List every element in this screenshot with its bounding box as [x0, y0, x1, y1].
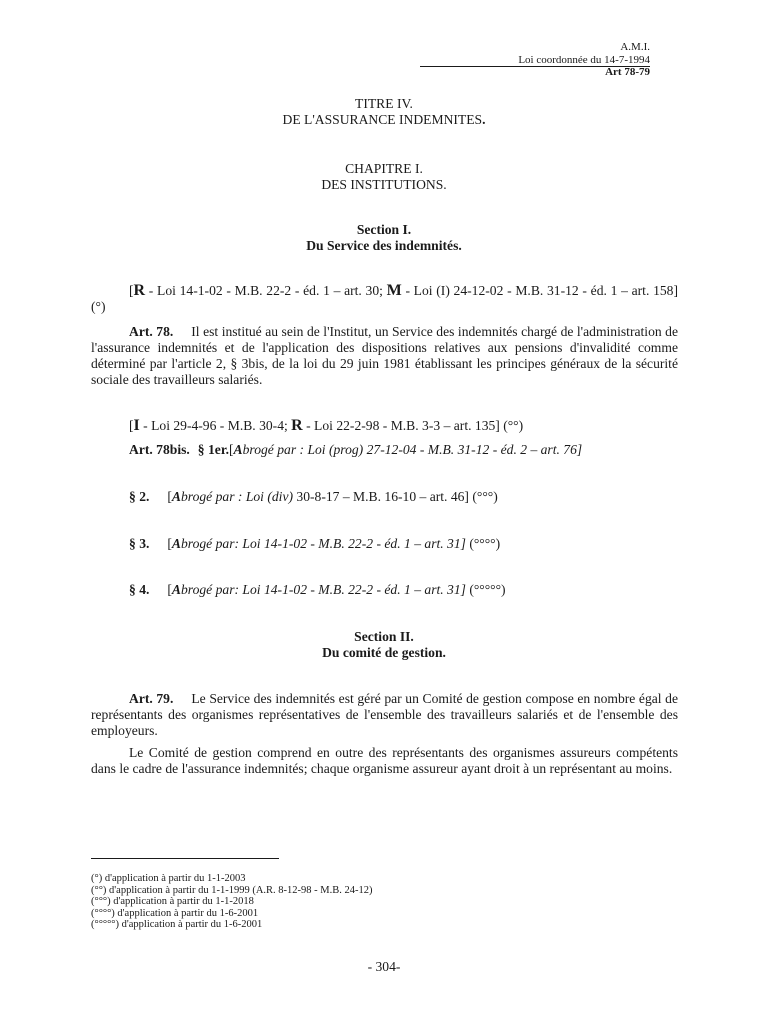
title-block: [0, 96, 768, 128]
footnote-2: (°°) d'application à partir du 1-1-1999 (A.R. 8-12-98 - M.B. 24-12): [91, 884, 373, 896]
footnote-rule: [91, 858, 279, 859]
section-1-name: Du Service des indemnités.: [306, 238, 462, 253]
section-2-heading: [0, 629, 768, 661]
article-78-label: Art. 78.: [129, 324, 174, 339]
header-abbrev: A.M.I.: [620, 41, 650, 53]
article-79-text: Le Service des indemnités est géré par un Comité de gestion compose en nombre égal de représentants des organismes représentatives de l'ensemble des travailleurs salariés et de l'ensemble des employeurs.: [91, 691, 678, 738]
article-78bis-label: Art. 78bis.: [129, 442, 190, 457]
footnote-1: (°) d'application à partir du 1-1-2003: [91, 873, 246, 884]
section-1-heading: [0, 222, 768, 254]
footnotes: [91, 873, 372, 931]
section-2-name: Du comité de gestion.: [322, 645, 446, 660]
section-2-number: Section II.: [354, 629, 414, 644]
article-78: [91, 324, 678, 388]
amendment-ref-1: [R - Loi 14-1-02 - M.B. 22-2 - éd. 1 – art. 30; M - Loi (I) 24-12-02 - M.B. 31-12 - éd. 1 – art. 158] (°): [91, 282, 678, 314]
footnote-4: (°°°°) d'application à partir du 1-6-2001: [91, 907, 259, 919]
page-number: - 304-: [367, 959, 401, 974]
header-law: Loi coordonnée du 14-7-1994: [518, 53, 650, 66]
paragraph-2: § 2. [Abrogé par : Loi (div) 30-8-17 – M.B. 16-10 – art. 46] (°°°): [129, 489, 498, 504]
footnote-3: (°°°) d'application à partir du 1-1-2018: [91, 896, 254, 907]
title-name: DE L'ASSURANCE INDEMNITES.: [282, 112, 486, 127]
section-1-number: Section I.: [356, 222, 412, 237]
paragraph-4: § 4. [Abrogé par: Loi 14-1-02 - M.B. 22-2 - éd. 1 – art. 31] (°°°°°): [129, 582, 506, 597]
header-rule: [420, 66, 650, 67]
chapter-name: DES INSTITUTIONS.: [321, 177, 447, 192]
chapter-block: [0, 161, 768, 193]
article-78bis: Art. 78bis. § 1er.[Abrogé par : Loi (prog) 27-12-04 - M.B. 31-12 - éd. 2 – art. 76]: [129, 442, 583, 457]
paragraph-3: § 3. [Abrogé par: Loi 14-1-02 - M.B. 22-2 - éd. 1 – art. 31] (°°°°): [129, 536, 501, 551]
chapter-number: CHAPITRE I.: [345, 161, 423, 176]
footnote-5: (°°°°°) d'application à partir du 1-6-2001: [91, 919, 263, 930]
amendment-ref-2: [I - Loi 29-4-96 - M.B. 30-4; R - Loi 22-2-98 - M.B. 3-3 – art. 135] (°°): [129, 417, 524, 434]
article-78-text: Il est institué au sein de l'Institut, un Service des indemnités chargé de l'administration de l'assurance indemnités et de l'application des dispositions relatives aux pensions d'invalidité comme déterminé par l'article 2, § 3bis, de la loi du 29 juin 1981 établissant les principes généraux de la sécurité sociale des travailleurs salariés.: [91, 324, 678, 387]
article-79: [91, 691, 678, 739]
running-header: [518, 41, 650, 79]
title-number: TITRE IV.: [355, 96, 413, 111]
header-articles: Art 78-79: [605, 66, 650, 78]
article-79-para-2: Le Comité de gestion comprend en outre des représentants des organismes assureurs compétents dans le cadre de l'assurance indemnités; chaque organisme assureur ayant droit à un représentant au moins.: [91, 745, 678, 776]
article-79-label: Art. 79.: [129, 691, 174, 706]
